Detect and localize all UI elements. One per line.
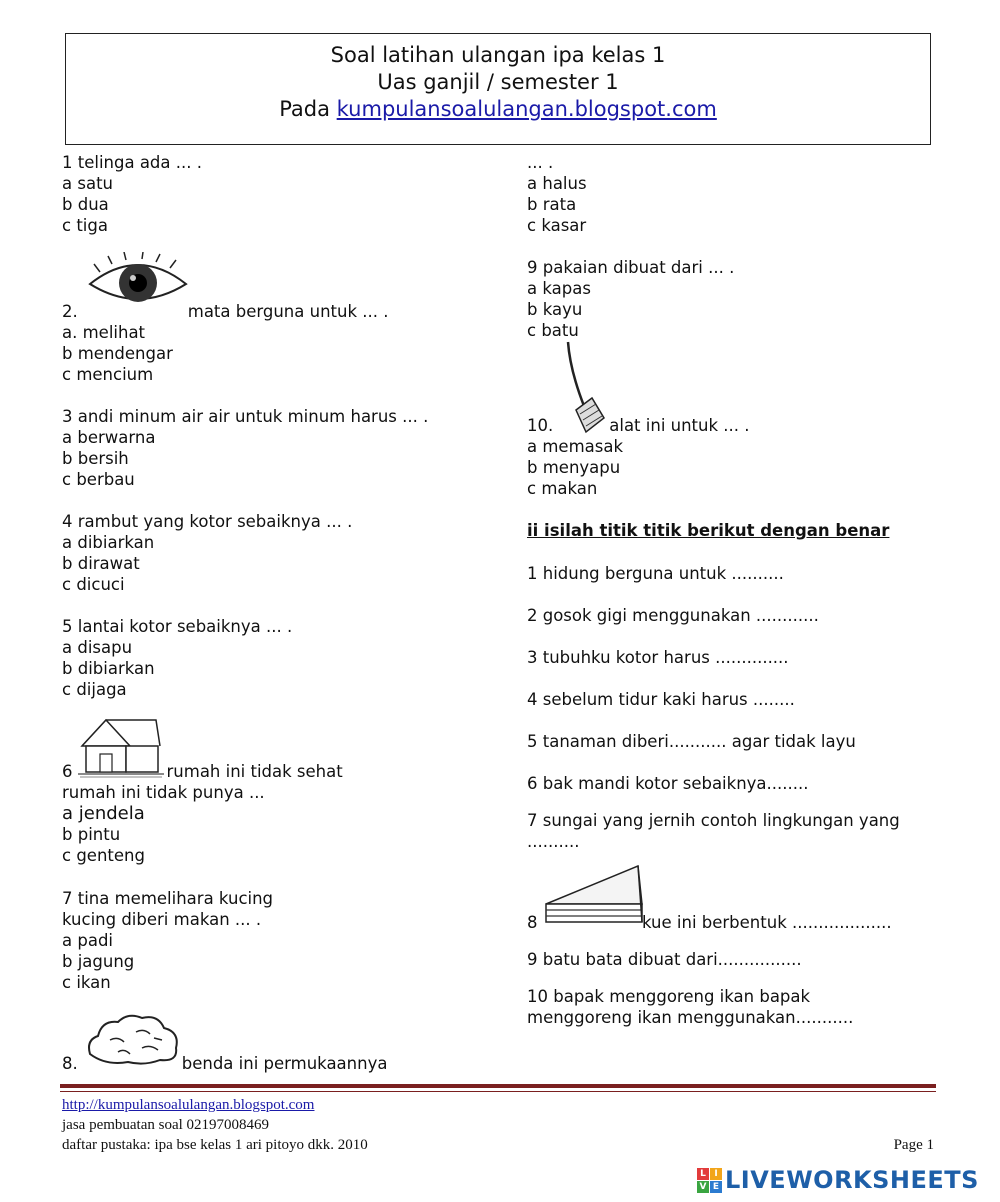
question-9 [527,257,734,341]
question-5-text: 5 lantai kotor sebaiknya ... . [62,617,293,636]
option-b[interactable]: b dua [62,195,109,214]
option-b[interactable]: b bersih [62,449,129,468]
fill-in-item[interactable]: 9 batu bata dibuat dari................ [527,950,802,969]
option-b[interactable]: b jagung [62,952,135,971]
option-c[interactable]: c berbau [62,470,135,489]
cake-illustration [544,864,644,928]
option-a[interactable]: a. melihat [62,323,146,342]
fill-in-item[interactable]: 1 hidung berguna untuk .......... [527,564,784,583]
question-5 [62,616,292,700]
header-source-link[interactable]: kumpulansoalulangan.blogspot.com [336,97,717,121]
fill-in-item-continued[interactable]: menggoreng ikan menggunakan........... [527,1008,854,1027]
fill-in-item[interactable]: 4 sebelum tidur kaki harus ........ [527,690,795,709]
logo-tile: V [697,1181,709,1193]
option-b[interactable]: b menyapu [527,458,621,477]
header-subtitle: Uas ganjil / semester 1 [377,70,619,94]
logo-tile: I [710,1168,722,1180]
fill-in-item-continued[interactable]: .......... [527,832,580,851]
option-b[interactable]: b mendengar [62,344,173,363]
option-c[interactable]: c mencium [62,365,154,384]
question-6-text: rumah ini tidak sehat [166,762,343,781]
question-8-cont-text: ... . [527,153,554,172]
option-c[interactable]: c genteng [62,846,145,865]
question-8-continued [527,152,587,236]
question-9-text: 9 pakaian dibuat dari ... . [527,258,735,277]
question-8-number: 8. [62,1054,78,1073]
footer-service: jasa pembuatan soal 02197008469 [62,1117,270,1133]
question-7 [62,888,273,993]
option-c[interactable]: c dijaga [62,680,127,699]
question-8 [62,1053,387,1074]
option-c[interactable]: c ikan [62,973,111,992]
option-b[interactable]: b kayu [527,300,583,319]
logo-text: LIVEWORKSHEETS [725,1166,979,1194]
question-2-number: 2. [62,302,78,321]
option-b[interactable]: b pintu [62,825,121,844]
option-c[interactable]: c batu [527,321,579,340]
question-6-text-2: rumah ini tidak punya ... [62,783,265,802]
question-3-text: 3 andi minum air air untuk minum harus ... . [62,407,429,426]
header-title: Soal latihan ulangan ipa kelas 1 [330,43,666,67]
option-c[interactable]: c tiga [62,216,108,235]
liveworksheets-logo[interactable] [697,1166,979,1194]
question-2-text: mata berguna untuk ... . [187,302,389,321]
option-c[interactable]: c makan [527,479,598,498]
option-b[interactable]: b rata [527,195,577,214]
header-source-prefix: Pada [279,97,337,121]
question-3 [62,406,428,490]
option-b[interactable]: b dibiarkan [62,659,155,678]
option-a[interactable]: a dibiarkan [62,533,155,552]
fill-in-item[interactable]: 10 bapak menggoreng ikan bapak [527,987,811,1006]
footer-url[interactable]: http://kumpulansoalulangan.blogspot.com [62,1097,315,1113]
option-a[interactable]: a berwarna [62,428,156,447]
left-column [62,152,502,236]
question-6 [62,761,343,866]
question-10-number: 10. [527,416,554,435]
question-7-text-2: kucing diberi makan ... . [62,910,262,929]
question-7-text: 7 tina memelihara kucing [62,889,274,908]
option-a[interactable]: a padi [62,931,113,950]
header-source [66,96,930,123]
logo-tile: L [697,1168,709,1180]
fill-in-item[interactable]: 6 bak mandi kotor sebaiknya........ [527,774,809,793]
question-6-number: 6 [62,762,73,781]
fill-in-item-8-number: 8 [527,913,538,932]
fill-in-item[interactable]: 2 gosok gigi menggunakan ............ [527,606,819,625]
question-4 [62,511,352,595]
footer-reference: daftar pustaka: ipa bse kelas 1 ari pitoyo dkk. 2010 [62,1137,368,1153]
footer-divider [60,1084,936,1088]
question-1: 1 telinga ada ... . [62,153,202,172]
question-8-text: benda ini permukaannya [181,1054,388,1073]
question-2 [62,301,389,385]
option-a[interactable]: a satu [62,174,113,193]
logo-tiles [697,1168,722,1193]
option-b[interactable]: b dirawat [62,554,140,573]
option-a[interactable]: a halus [527,174,587,193]
section-2-title: ii isilah titik titik berikut dengan benar [527,521,890,540]
option-a[interactable]: a memasak [527,437,624,456]
page-number: Page 1 [893,1137,934,1153]
logo-tile: E [710,1181,722,1193]
option-c[interactable]: c kasar [527,216,587,235]
fill-in-item[interactable]: 3 tubuhku kotor harus .............. [527,648,789,667]
footer-divider-thin [60,1091,936,1092]
option-c[interactable]: c dicuci [62,575,125,594]
fill-in-item[interactable]: 7 sungai yang jernih contoh lingkungan yang [527,811,900,830]
option-a[interactable]: a jendela [62,803,145,824]
question-10 [527,415,750,499]
fill-in-item[interactable]: kue ini berbentuk ................... [642,913,892,932]
question-4-text: 4 rambut yang kotor sebaiknya ... . [62,512,353,531]
worksheet-header [65,33,931,145]
fill-in-item[interactable]: 5 tanaman diberi........... agar tidak layu [527,732,856,751]
option-a[interactable]: a kapas [527,279,591,298]
option-a[interactable]: a disapu [62,638,133,657]
question-10-text: alat ini untuk ... . [609,416,750,435]
